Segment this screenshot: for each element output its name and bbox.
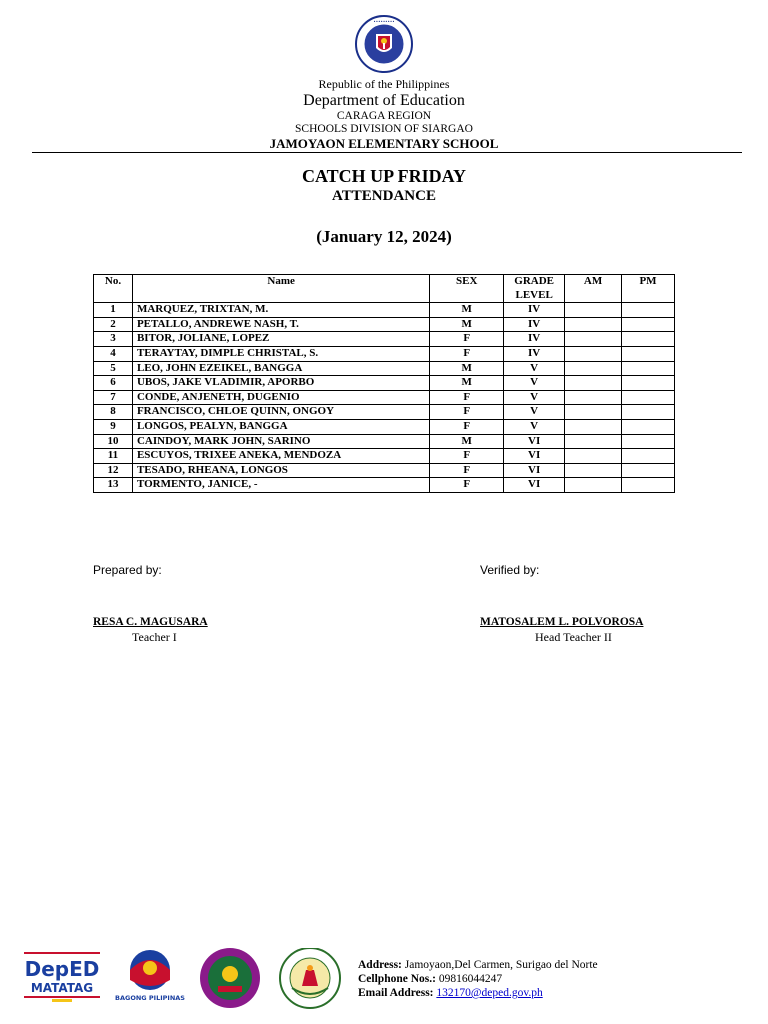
student-sex: M [430, 376, 504, 391]
table-row [94, 361, 675, 376]
pm-cell [622, 478, 675, 493]
row-number: 13 [94, 478, 133, 493]
deped-matatag-logo-icon [24, 952, 100, 1002]
row-number: 11 [94, 449, 133, 464]
table-row [94, 434, 675, 449]
am-cell [565, 449, 622, 464]
student-name: LEO, JOHN EZEIKEL, BANGGA [132, 361, 429, 376]
footer-address: Address: Jamoyaon,Del Carmen, Surigao del Norte [358, 959, 598, 971]
row-number: 6 [94, 376, 133, 391]
header-grade-level: GRADE LEVEL [504, 275, 565, 303]
row-number: 2 [94, 317, 133, 332]
grade-level: V [504, 390, 565, 405]
header-sex: SEX [430, 275, 504, 303]
table-row [94, 419, 675, 434]
department-line: Department of Education [303, 91, 465, 109]
prepared-by-title: Teacher I [132, 630, 177, 644]
attendance-rows [94, 303, 675, 493]
row-number: 7 [94, 390, 133, 405]
am-cell [565, 317, 622, 332]
student-sex: F [430, 390, 504, 405]
matatag-logo-text: MATATAG [30, 981, 94, 995]
row-number: 12 [94, 463, 133, 478]
header-pm: PM [622, 275, 675, 303]
am-cell [565, 361, 622, 376]
pm-cell [622, 390, 675, 405]
table-row [94, 332, 675, 347]
student-name: TESADO, RHEANA, LONGOS [132, 463, 429, 478]
grade-level: IV [504, 303, 565, 318]
student-name: BITOR, JOLIANE, LOPEZ [132, 332, 429, 347]
pm-cell [622, 361, 675, 376]
grade-level: V [504, 376, 565, 391]
grade-level: VI [504, 463, 565, 478]
row-number: 8 [94, 405, 133, 420]
student-name: CONDE, ANJENETH, DUGENIO [132, 390, 429, 405]
header-am: AM [565, 275, 622, 303]
prepared-by-label: Prepared by: [93, 563, 162, 577]
table-row [94, 303, 675, 318]
table-row [94, 317, 675, 332]
row-number: 10 [94, 434, 133, 449]
header-name: Name [132, 275, 429, 303]
student-sex: F [430, 346, 504, 361]
student-sex: M [430, 361, 504, 376]
pm-cell [622, 346, 675, 361]
jamoyaon-school-logo-icon [280, 948, 340, 1008]
letterhead [0, 14, 768, 152]
footer-email: Email Address: 132170@deped.gov.ph [358, 987, 543, 999]
table-row [94, 390, 675, 405]
pm-cell [622, 463, 675, 478]
am-cell [565, 463, 622, 478]
pm-cell [622, 405, 675, 420]
page-subtitle: ATTENDANCE [332, 188, 436, 204]
page-title: CATCH UP FRIDAY [301, 166, 466, 186]
svg-text:•••••••••: ••••••••• [373, 19, 395, 24]
pm-cell [622, 317, 675, 332]
student-sex: F [430, 332, 504, 347]
am-cell [565, 478, 622, 493]
student-name: TERAYTAY, DIMPLE CHRISTAL, S. [132, 346, 429, 361]
am-cell [565, 303, 622, 318]
pm-cell [622, 434, 675, 449]
school-name: JAMOYAON ELEMENTARY SCHOOL [269, 135, 499, 151]
am-cell [565, 419, 622, 434]
grade-level: VI [504, 449, 565, 464]
am-cell [565, 390, 622, 405]
am-cell [565, 346, 622, 361]
student-sex: F [430, 478, 504, 493]
student-name: ESCUYOS, TRIXEE ANEKA, MENDOZA [132, 449, 429, 464]
grade-level: IV [504, 317, 565, 332]
row-number: 9 [94, 419, 133, 434]
pm-cell [622, 419, 675, 434]
table-row [94, 346, 675, 361]
student-name: TORMENTO, JANICE, - [132, 478, 429, 493]
attendance-date: (January 12, 2024) [316, 227, 452, 246]
student-sex: F [430, 405, 504, 420]
title-block [0, 166, 768, 247]
student-name: PETALLO, ANDREWE NASH, T. [132, 317, 429, 332]
prepared-by-name: RESA C. MAGUSARA [93, 616, 208, 628]
row-number: 1 [94, 303, 133, 318]
table-row [94, 463, 675, 478]
pm-cell [622, 303, 675, 318]
student-sex: M [430, 434, 504, 449]
footer-phone: Cellphone Nos.: 09816044247 [358, 973, 503, 985]
table-header-row [94, 275, 675, 303]
am-cell [565, 332, 622, 347]
email-link[interactable]: 132170@deped.gov.ph [436, 987, 543, 999]
grade-level: VI [504, 478, 565, 493]
student-name: LONGOS, PEALYN, BANGGA [132, 419, 429, 434]
student-sex: F [430, 419, 504, 434]
division-of-siargao-logo-icon [200, 948, 260, 1008]
grade-level: IV [504, 332, 565, 347]
grade-level: IV [504, 346, 565, 361]
republic-line: Republic of the Philippines [318, 77, 450, 91]
verified-by-title: Head Teacher II [535, 630, 612, 644]
am-cell [565, 405, 622, 420]
attendance-table [93, 274, 675, 493]
header-divider [32, 152, 742, 153]
verified-by-name: MATOSALEM L. POLVOROSA [480, 616, 644, 628]
table-row [94, 449, 675, 464]
region-line: CARAGA REGION [336, 110, 432, 123]
student-sex: M [430, 303, 504, 318]
grade-level: VI [504, 434, 565, 449]
table-row [94, 405, 675, 420]
row-number: 3 [94, 332, 133, 347]
pm-cell [622, 449, 675, 464]
deped-seal-icon [354, 14, 414, 74]
division-line: SCHOOLS DIVISION OF SIARGAO [295, 123, 473, 136]
am-cell [565, 376, 622, 391]
footer-contact [358, 958, 598, 1000]
am-cell [565, 434, 622, 449]
header-no: No. [94, 275, 133, 303]
pm-cell [622, 332, 675, 347]
student-name: FRANCISCO, CHLOE QUINN, ONGOY [132, 405, 429, 420]
bagong-pilipinas-logo-icon [115, 950, 185, 1002]
grade-level: V [504, 419, 565, 434]
student-sex: F [430, 449, 504, 464]
grade-level: V [504, 361, 565, 376]
student-name: CAINDOY, MARK JOHN, SARINO [132, 434, 429, 449]
table-row [94, 478, 675, 493]
deped-logo-text: DepED [24, 957, 100, 981]
verified-by-label: Verified by: [480, 563, 540, 577]
student-sex: M [430, 317, 504, 332]
footer-logos [22, 948, 352, 1008]
pm-cell [622, 376, 675, 391]
student-name: UBOS, JAKE VLADIMIR, APORBO [132, 376, 429, 391]
row-number: 5 [94, 361, 133, 376]
row-number: 4 [94, 346, 133, 361]
bagong-pilipinas-text: BAGONG PILIPINAS [115, 994, 185, 1002]
table-row [94, 376, 675, 391]
student-sex: F [430, 463, 504, 478]
grade-level: V [504, 405, 565, 420]
student-name: MARQUEZ, TRIXTAN, M. [132, 303, 429, 318]
